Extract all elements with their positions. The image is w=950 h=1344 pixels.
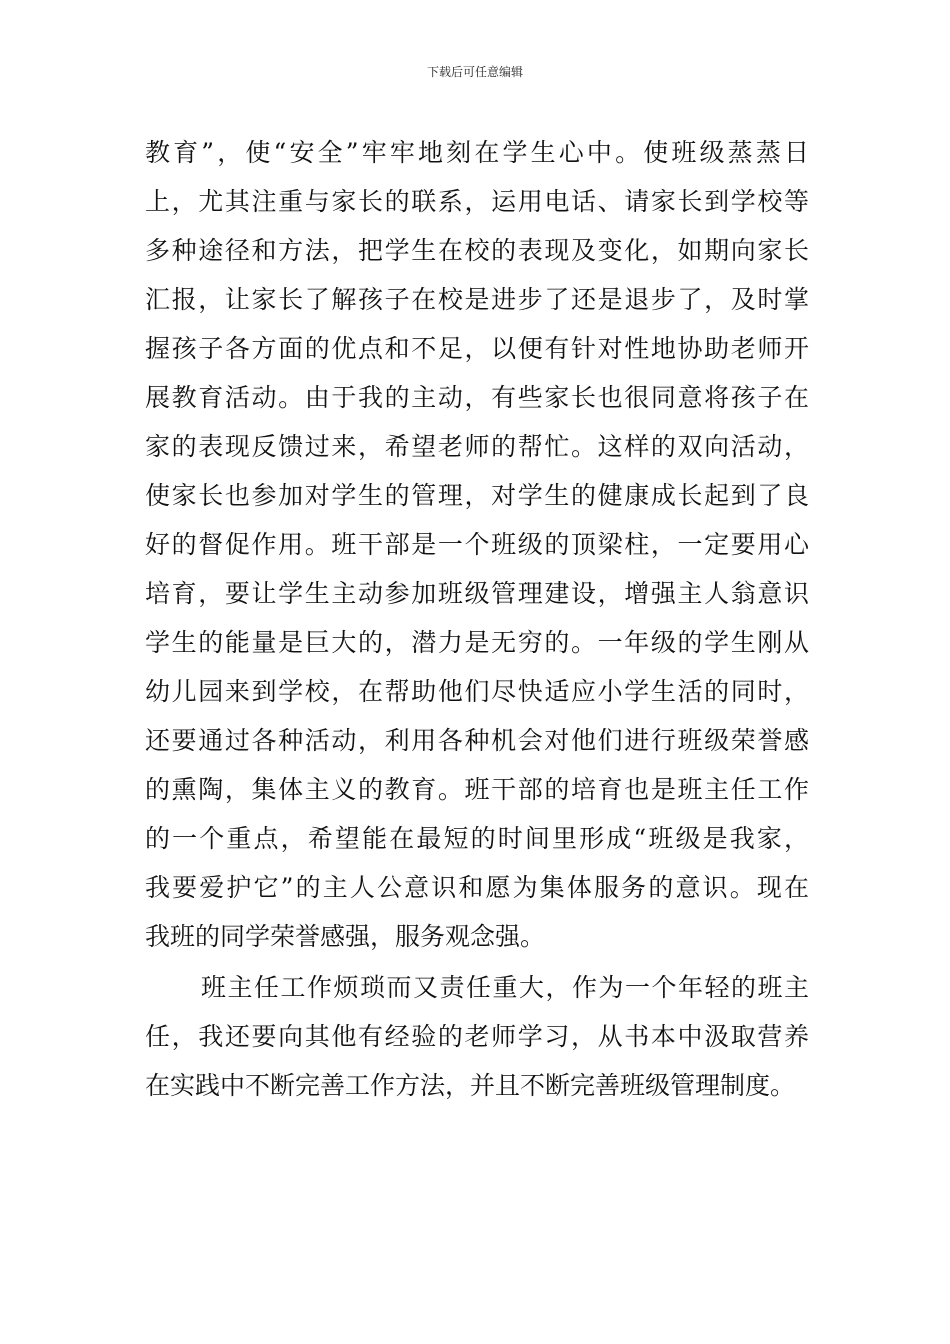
- text-line: 教育”，使“安全”牢牢地刻在学生心中。使班级蒸蒸日: [145, 138, 809, 167]
- text-line: 的熏陶，集体主义的教育。班干部的培育也是班主任工作: [145, 775, 809, 804]
- text-line: 家的表现反馈过来，希望老师的帮忙。这样的双向活动，: [145, 432, 809, 461]
- text-line: 握孩子各方面的优点和不足，以便有针对性地协助老师开: [145, 334, 809, 363]
- text-line: 多种途径和方法，把学生在校的表现及变化，如期向家长: [145, 236, 809, 265]
- text-line: 我要爱护它”的主人公意识和愿为集体服务的意识。现在: [145, 873, 809, 902]
- page-header: 下载后可任意编辑: [426, 65, 523, 79]
- text-line: 幼儿园来到学校，在帮助他们尽快适应小学生活的同时，: [145, 677, 809, 706]
- paragraph-1: [145, 128, 809, 961]
- text-line: 学生的能量是巨大的，潜力是无穷的。一年级的学生刚从: [145, 628, 809, 657]
- text-line: 使家长也参加对学生的管理，对学生的健康成长起到了良: [145, 481, 809, 510]
- text-line: 在实践中不断完善工作方法，并且不断完善班级管理制度。: [145, 1071, 796, 1100]
- text-line: 培育，要让学生主动参加班级管理建设，增强主人翁意识: [145, 579, 809, 608]
- text-line: 班主任工作烦琐而又责任重大，作为一个年轻的班主: [201, 973, 809, 1002]
- text-line: 上，尤其注重与家长的联系，运用电话、请家长到学校等: [145, 187, 809, 216]
- document-body: [145, 128, 809, 1110]
- text-line: 汇报，让家长了解孩子在校是进步了还是退步了，及时掌: [145, 285, 809, 314]
- text-line: 展教育活动。由于我的主动，有些家长也很同意将孩子在: [145, 383, 809, 412]
- text-line: 还要通过各种活动，利用各种机会对他们进行班级荣誉感: [145, 726, 809, 755]
- text-line: 好的督促作用。班干部是一个班级的顶梁柱，一定要用心: [145, 530, 809, 559]
- paragraph-2: [145, 963, 809, 1110]
- text-line: 的一个重点，希望能在最短的时间里形成“班级是我家，: [145, 824, 809, 853]
- text-line: 任，我还要向其他有经验的老师学习，从书本中汲取营养: [145, 1022, 809, 1051]
- text-line: 我班的同学荣誉感强，服务观念强。: [145, 922, 546, 951]
